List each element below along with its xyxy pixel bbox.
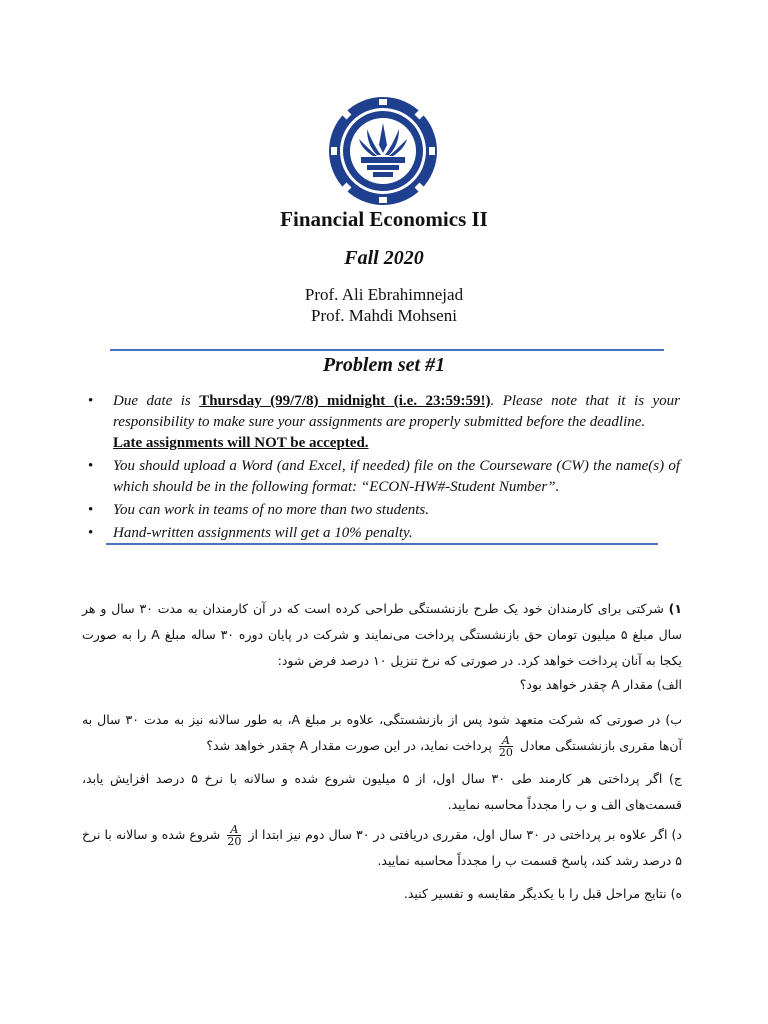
instruction-teams <box>86 500 680 521</box>
fraction-a-over-20 <box>227 824 241 847</box>
term: Fall 2020 <box>344 247 424 269</box>
penalty-text: Hand-written assignments will get a 10% penalty. <box>113 525 413 541</box>
part-d-text-1: د) اگر علاوه بر پرداختی در ۳۰ سال اول، مقرری دریافتی در ۳۰ سال دوم نیز ابتدا از <box>248 827 682 842</box>
part-b-text-1: ب) در صورتی که شرکت متعهد شود پس از بازنشستگی، علاوه بر مبلغ A، به طور سالانه نیز به مدت ۳۰ سال به آن‌ها مقرری بازنشستگی معادل <box>82 712 682 753</box>
due-suffix: . Please note that it is your responsibility to make sure your assignments are properly submitted before the deadline. <box>113 393 680 430</box>
bullet-icon: • <box>88 525 94 541</box>
divider-top <box>110 349 664 351</box>
fraction-denominator: 20 <box>498 746 513 759</box>
divider-bottom <box>106 543 658 545</box>
instruction-upload <box>86 456 680 498</box>
teams-text: You can work in teams of no more than two students. <box>113 502 429 518</box>
bullet-icon: • <box>88 502 94 518</box>
question-part-c: ج) اگر پرداختی هر کارمند طی ۳۰ سال اول، از ۵ میلیون شروع شده و سالانه با نرخ ۵ درصد افزایش یابد، قسمت‌های الف و ب را مجدداً محاسبه نمایید. <box>82 771 682 812</box>
question-part-a: الف) مقدار A چقدر خواهد بود؟ <box>519 677 682 692</box>
question-number: ۱) <box>668 601 683 616</box>
question-part-b <box>82 707 682 759</box>
instruction-penalty <box>86 523 680 544</box>
question-intro <box>82 596 682 674</box>
late-policy: Late assignments will NOT be accepted. <box>113 435 369 451</box>
instructions-list <box>86 391 680 546</box>
part-b-text-2: پرداخت نماید، در این صورت مقدار A چقدر خواهد شد؟ <box>206 738 492 753</box>
upload-text: You should upload a Word (and Excel, if needed) file on the Courseware (CW) the name(s) of which should be in the following format: “ECON-HW#-Student Number”. <box>113 458 680 495</box>
due-prefix: Due date is <box>113 393 200 409</box>
course-title: Financial Economics II <box>280 207 488 231</box>
bullet-icon: • <box>88 458 94 474</box>
professor-1: Prof. Ali Ebrahimnejad <box>304 285 464 304</box>
due-date: Thursday (99/7/8) midnight (i.e. 23:59:59!) <box>199 393 491 409</box>
bullet-icon: • <box>88 393 94 409</box>
question-part-d <box>82 822 682 874</box>
fraction-numerator: A <box>227 824 241 836</box>
question-intro-text: شرکتی برای کارمندان خود یک طرح بازنشستگی طراحی کرده است که در آن کارمندان به مدت ۳۰ سال و هر سال مبلغ ۵ میلیون تومان حق بازنشستگی پرداخت می‌نمایند و شرکت در پایان دوره ۳۰ ساله مبلغ A را به صورت یکجا به آنان پرداخت خواهد کرد. در صورتی که نرخ تنزیل ۱۰ درصد فرض شود: <box>82 601 682 668</box>
question-part-e: ه) نتایج مراحل قبل را با یکدیگر مقایسه و تفسیر کنید. <box>403 886 682 901</box>
problem-set-title: Problem set #1 <box>322 354 446 376</box>
fraction-numerator: A <box>499 735 513 747</box>
part-d-text-2: شروع شده و سالانه با نرخ ۵ درصد رشد کند، پاسخ قسمت ب را مجدداً محاسبه نمایید. <box>82 827 682 868</box>
fraction-denominator: 20 <box>227 835 242 848</box>
professor-2: Prof. Mahdi Mohseni <box>311 306 457 325</box>
instruction-due-date <box>86 391 680 454</box>
fraction-a-over-20 <box>499 735 513 758</box>
university-seal-icon <box>327 95 439 207</box>
